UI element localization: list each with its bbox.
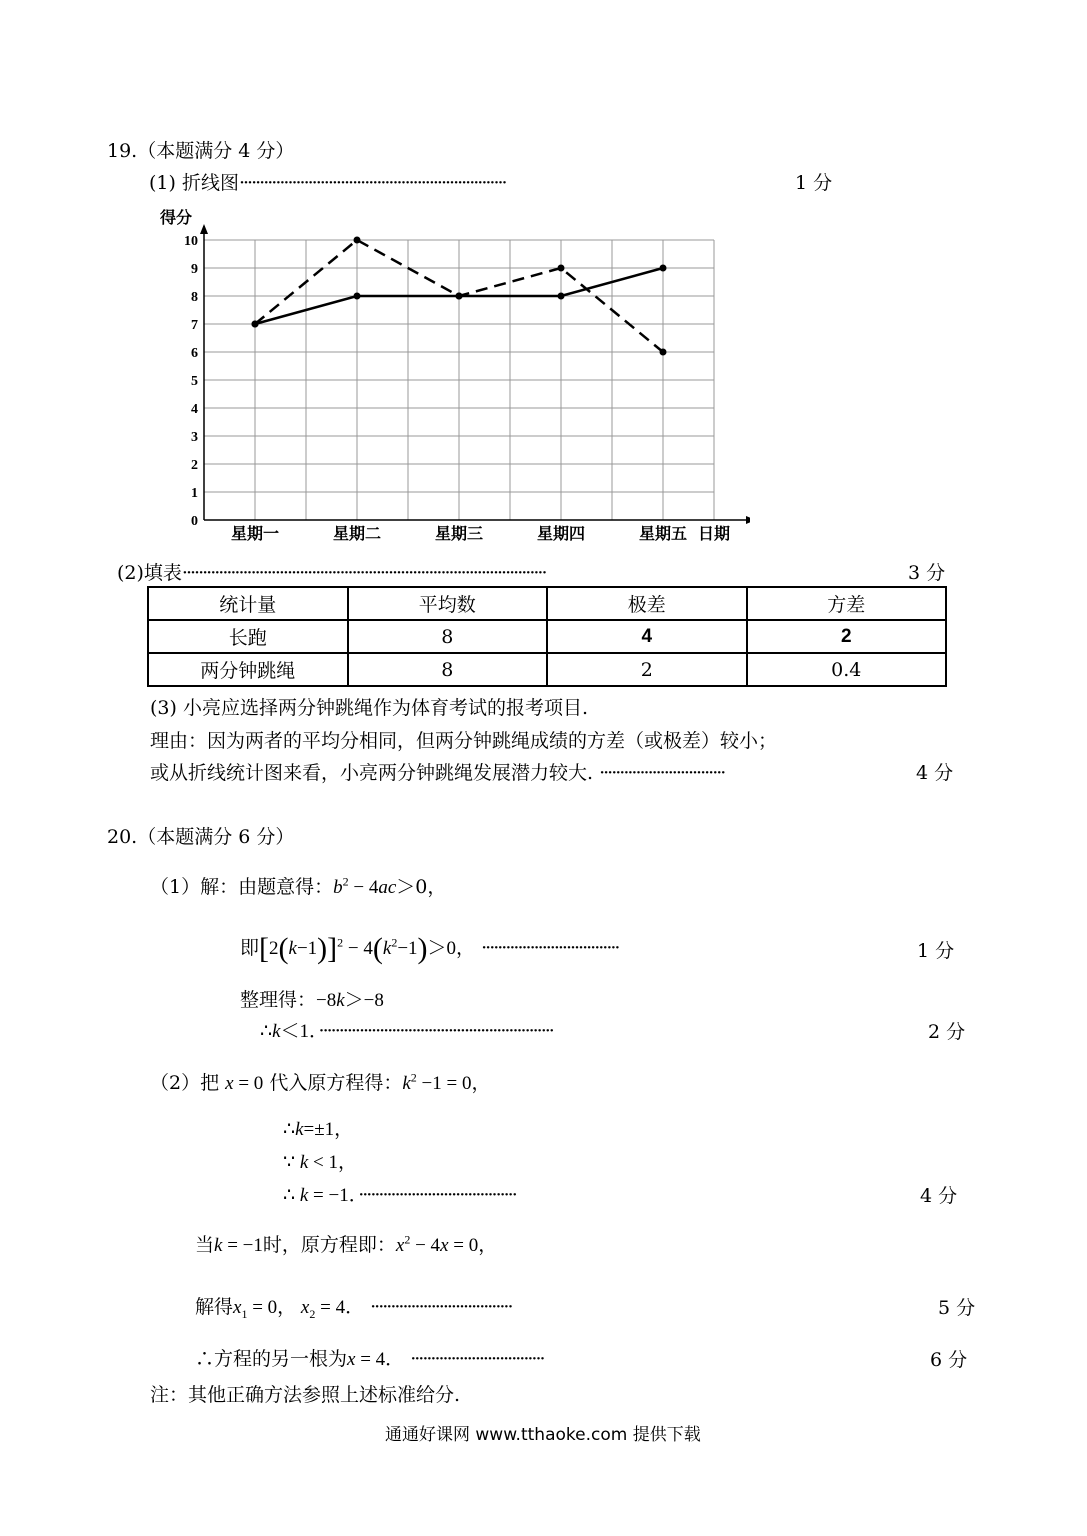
data-point [660, 349, 667, 356]
q20-line7: ∵ k < 1， [283, 1152, 357, 1173]
q20-line4-score: 2 分 [928, 1021, 966, 1043]
x-tick-labels [231, 524, 687, 543]
x-axis-label: 日期 [698, 524, 731, 543]
q20-line8-score: 4 分 [920, 1185, 958, 1207]
y-axis-label: 得分 [160, 208, 193, 227]
table-cell: 长跑 [148, 620, 348, 653]
y-tick-label: 9 [191, 262, 198, 277]
y-tick-label: 7 [191, 318, 198, 333]
chart-axes [200, 224, 750, 524]
q20-line11: ∴方程的另一根为x = 4． ································· [195, 1348, 544, 1370]
q20-line9: 当k = −1时，原方程即：$x^2 - 4x = 0$， [195, 1232, 498, 1256]
x-tick-label: 星期二 [332, 524, 382, 543]
q20-line10-score: 5 分 [938, 1297, 976, 1319]
data-point [354, 293, 361, 300]
table-header: 平均数 [348, 587, 548, 620]
q20-note: 注：其他正确方法参照上述标准给分. [150, 1384, 461, 1406]
q20-line10: 解得$x_1 = 0$， $x_2 = 4$． ··································· [195, 1296, 512, 1321]
q19-part3-line1: (3) 小亮应选择两分钟跳绳作为体育考试的报考项目. [150, 697, 588, 719]
data-point [252, 321, 259, 328]
table-header: 方差 [747, 587, 947, 620]
q19-part2-score: 3 分 [908, 562, 946, 584]
y-axis-arrow [200, 224, 208, 234]
table-row [148, 653, 946, 686]
q20-line11-score: 6 分 [930, 1349, 968, 1371]
data-point [558, 265, 565, 272]
q19-heading: 19.（本题满分 4 分） [107, 140, 295, 162]
q20-line2: 即$[2(k-1)]^2 - 4(k^2-1)>0$， ·································· [240, 932, 619, 965]
table-cell: 4 [547, 620, 747, 653]
x-tick-label: 星期四 [536, 524, 586, 543]
line-chart [150, 200, 750, 555]
x-axis-arrow [746, 516, 750, 524]
q20-heading: 20.（本题满分 6 分） [107, 826, 295, 848]
table-header: 极差 [547, 587, 747, 620]
x-tick-label: 星期五 [638, 524, 688, 543]
q20-line6: ∴k=±1， [283, 1119, 354, 1140]
data-point [354, 237, 361, 244]
table-row [148, 620, 946, 653]
q19-part1-label: (1) 折线图·································································· [149, 172, 506, 194]
table-header-row [148, 587, 946, 620]
q20-line8: ∴ k = −1．······································· [283, 1184, 516, 1206]
footer: 通通好课网 www.tthaoke.com 提供下载 [385, 1425, 701, 1445]
table-cell: 0.4 [747, 653, 947, 686]
y-tick-label: 3 [191, 430, 198, 445]
table-cell: 8 [348, 620, 548, 653]
data-point [456, 293, 463, 300]
table-cell: 8 [348, 653, 548, 686]
q19-part3-line2: 理由：因为两者的平均分相同，但两分钟跳绳成绩的方差（或极差）较小； [150, 730, 778, 752]
y-tick-label: 4 [191, 402, 198, 417]
y-tick-label: 5 [191, 374, 198, 389]
q19-part1-score: 1 分 [795, 172, 833, 194]
y-tick-label: 10 [184, 234, 198, 249]
table-cell: 2 [747, 620, 947, 653]
q20-line2-score: 1 分 [917, 940, 955, 962]
q19-part2-label: (2)填表·························································································· [117, 562, 546, 584]
y-tick-labels [184, 234, 198, 529]
y-tick-label: 1 [191, 486, 198, 501]
x-tick-label: 星期三 [434, 524, 484, 543]
q20-line3: 整理得：−8k＞−8 [240, 989, 384, 1011]
data-point [558, 293, 565, 300]
y-tick-label: 6 [191, 346, 198, 361]
q19-part3-score: 4 分 [916, 762, 954, 784]
chart-grid [204, 240, 714, 520]
data-point [660, 265, 667, 272]
table-cell: 2 [547, 653, 747, 686]
table-cell: 两分钟跳绳 [148, 653, 348, 686]
stats-table [147, 586, 947, 687]
y-tick-label: 8 [191, 290, 198, 305]
q20-line5: （2）把 x = 0 代入原方程得：$k^2 -1 = 0$， [150, 1070, 491, 1094]
q20-line1: （1）解：由题意得：$b^2 - 4ac>0$， [150, 874, 447, 898]
table-header: 统计量 [148, 587, 348, 620]
q20-line4: ∴k＜1．·························································· [260, 1020, 553, 1042]
y-tick-label: 2 [191, 458, 198, 473]
y-tick-label: 0 [191, 514, 198, 529]
x-tick-label: 星期一 [230, 524, 280, 543]
q19-part3-line3: 或从折线统计图来看，小亮两分钟跳绳发展潜力较大. ······························· [150, 762, 725, 784]
